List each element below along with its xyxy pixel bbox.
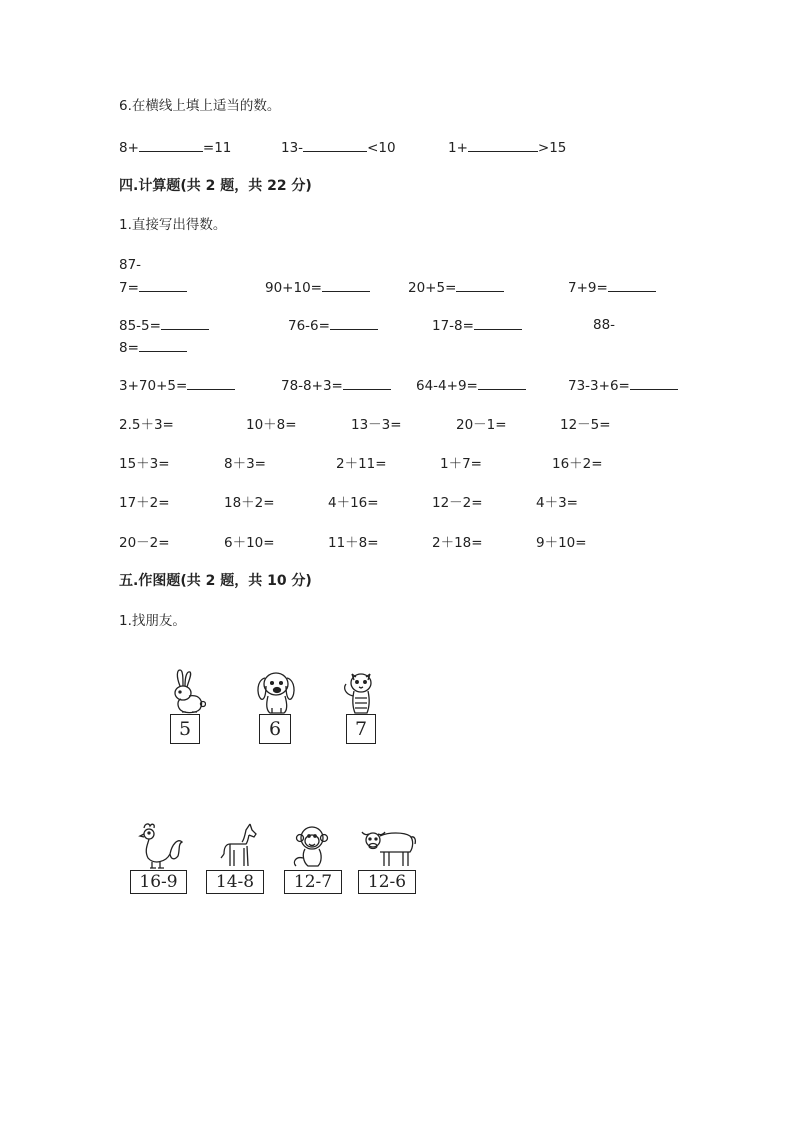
expr-before: 13- <box>281 140 304 156</box>
calc-item <box>119 376 235 395</box>
expression-box: 12-6 <box>358 870 416 894</box>
calc-item <box>119 278 187 297</box>
calc-expr: 9＋10= <box>536 535 587 551</box>
number-box: 5 <box>170 714 200 744</box>
question-6-title: 6.在横线上填上适当的数。 <box>119 98 281 114</box>
answer-blank[interactable] <box>161 316 209 330</box>
calc-item <box>568 278 656 297</box>
cat-icon <box>339 668 381 716</box>
calc-expr: 2.5＋3= <box>119 417 174 433</box>
calc-expr: 4＋16= <box>328 495 379 511</box>
answer-blank[interactable] <box>303 138 367 152</box>
fill-blank-item <box>119 138 231 157</box>
calc-expr: 10＋8= <box>246 417 297 433</box>
expr-before: 8+ <box>119 140 139 156</box>
calc-item <box>119 338 187 357</box>
calc-expr: 2＋18= <box>432 535 483 551</box>
answer-blank[interactable] <box>343 376 391 390</box>
calc-item <box>432 316 522 335</box>
fill-blank-item <box>281 138 396 157</box>
dog-icon <box>252 666 300 716</box>
rooster-icon <box>134 820 184 870</box>
answer-blank[interactable] <box>139 138 203 152</box>
expr-label: 85-5= <box>119 318 161 334</box>
expr-before: 1+ <box>448 140 468 156</box>
answer-blank[interactable] <box>187 376 235 390</box>
calc-expr: 12－2= <box>432 495 483 511</box>
answer-blank[interactable] <box>474 316 522 330</box>
expression-box: 12-7 <box>284 870 342 894</box>
expr-label: 76-6= <box>288 318 330 334</box>
calc-expr: 2＋11= <box>336 456 387 472</box>
expr-label: 64-4+9= <box>416 378 478 394</box>
calc-item <box>408 278 504 297</box>
calc-expr: 6＋10= <box>224 535 275 551</box>
expression-box: 16-9 <box>130 870 187 894</box>
answer-blank[interactable] <box>630 376 678 390</box>
expr-label: 8= <box>119 340 139 356</box>
section-5-heading: 五.作图题(共 2 题，共 10 分) <box>119 573 312 589</box>
calc-expr: 1＋7= <box>440 456 482 472</box>
expr-after: =11 <box>202 140 232 156</box>
calc-expr: 18＋2= <box>224 495 275 511</box>
calc-item <box>568 376 678 395</box>
horse-icon <box>218 820 262 870</box>
calc-expr: 12－5= <box>560 417 611 433</box>
answer-blank[interactable] <box>478 376 526 390</box>
expr-after: >15 <box>537 140 567 156</box>
monkey-icon <box>288 824 332 870</box>
expr-after: <10 <box>367 140 396 156</box>
calc-expr: 8＋3= <box>224 456 266 472</box>
expr-label: 3+70+5= <box>119 378 188 394</box>
question-1-title: 1.直接写出得数。 <box>119 217 227 233</box>
question-1-title: 1.找朋友。 <box>119 613 186 629</box>
number-box: 6 <box>259 714 291 744</box>
answer-blank[interactable] <box>608 278 656 292</box>
calc-expr: 11＋8= <box>328 535 379 551</box>
expr-label: 7= <box>119 280 139 296</box>
answer-blank[interactable] <box>139 338 187 352</box>
fill-blank-item <box>448 138 566 157</box>
calc-expr: 20－2= <box>119 535 170 551</box>
calc-expr: 20－1= <box>456 417 507 433</box>
calc-item <box>119 316 209 335</box>
expr-label: 7+9= <box>568 280 608 296</box>
expr-label: 87- <box>119 257 142 273</box>
expr-label: 88- <box>593 317 616 333</box>
expr-label: 73-3+6= <box>568 378 630 394</box>
number-box: 7 <box>346 714 376 744</box>
section-4-heading: 四.计算题(共 2 题，共 22 分) <box>119 178 312 194</box>
answer-blank[interactable] <box>322 278 370 292</box>
expr-label: 90+10= <box>265 280 322 296</box>
answer-blank[interactable] <box>456 278 504 292</box>
expr-label: 17-8= <box>432 318 474 334</box>
calc-item <box>281 376 391 395</box>
expr-label: 78-8+3= <box>281 378 343 394</box>
expression-box: 14-8 <box>206 870 264 894</box>
calc-expr: 4＋3= <box>536 495 578 511</box>
answer-blank[interactable] <box>139 278 187 292</box>
ox-icon <box>358 826 418 870</box>
answer-blank[interactable] <box>468 138 538 152</box>
calc-item <box>288 316 378 335</box>
calc-expr: 17＋2= <box>119 495 170 511</box>
expr-label: 20+5= <box>408 280 457 296</box>
rabbit-icon <box>166 668 206 716</box>
calc-expr: 16＋2= <box>552 456 603 472</box>
calc-expr: 15＋3= <box>119 456 170 472</box>
calc-expr: 13－3= <box>351 417 402 433</box>
answer-blank[interactable] <box>330 316 378 330</box>
calc-item <box>265 278 370 297</box>
calc-item <box>416 376 526 395</box>
